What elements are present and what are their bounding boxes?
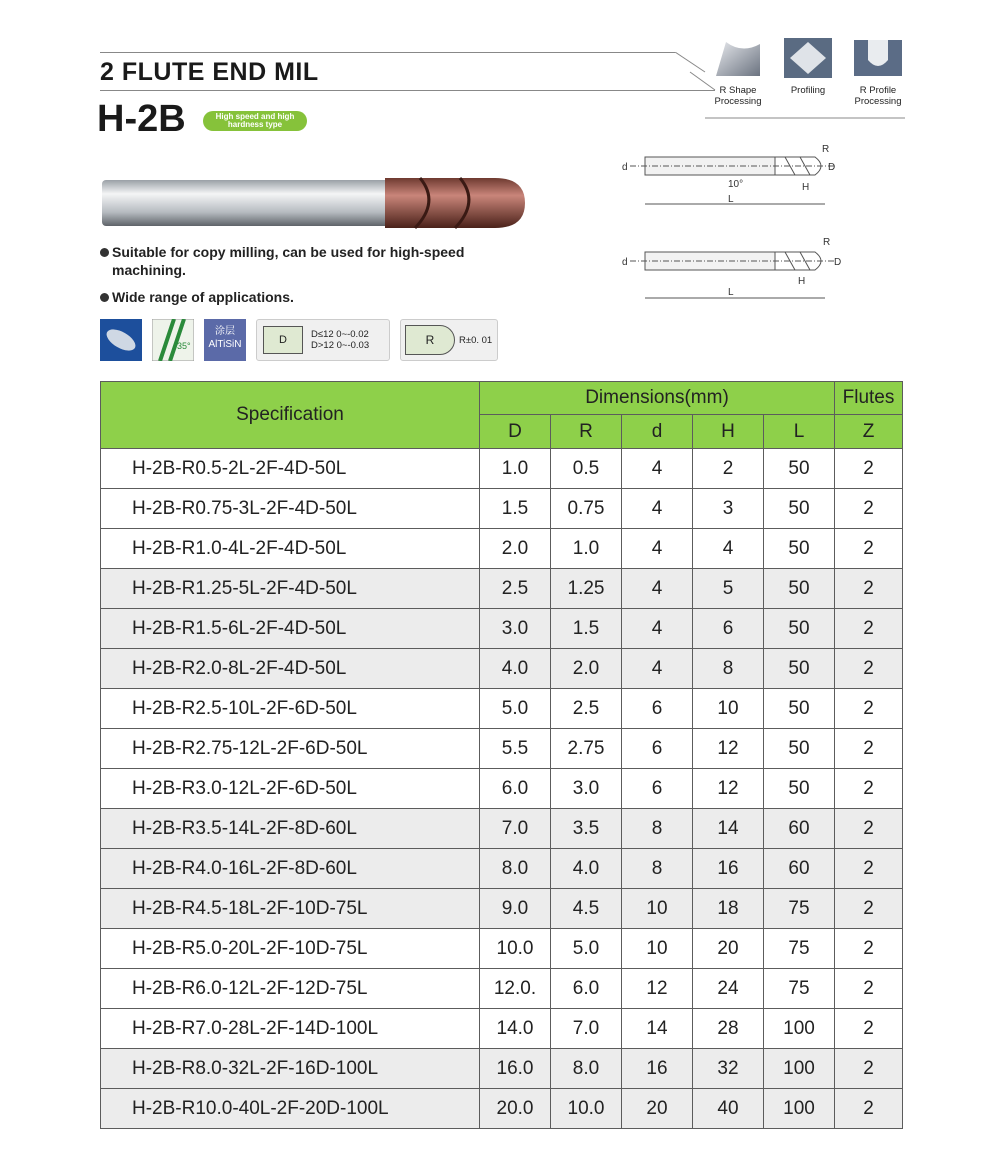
cell-D: 8.0 bbox=[480, 849, 551, 889]
cell-L: 75 bbox=[764, 969, 835, 1009]
svg-text:H: H bbox=[802, 182, 810, 193]
cell-spec: H-2B-R1.0-4L-2F-4D-50L bbox=[101, 529, 480, 569]
cell-H: 18 bbox=[693, 889, 764, 929]
cell-D: 12.0. bbox=[480, 969, 551, 1009]
cell-L: 100 bbox=[764, 1089, 835, 1129]
cell-spec: H-2B-R2.5-10L-2F-6D-50L bbox=[101, 689, 480, 729]
radius-tolerance-icon: R R±0. 01 bbox=[400, 319, 498, 361]
cell-spec: H-2B-R6.0-12L-2F-12D-75L bbox=[101, 969, 480, 1009]
cell-spec: H-2B-R4.0-16L-2F-8D-60L bbox=[101, 849, 480, 889]
cell-R: 1.25 bbox=[551, 569, 622, 609]
cell-d: 8 bbox=[622, 849, 693, 889]
end-mill-image bbox=[100, 172, 525, 234]
cell-D: 5.0 bbox=[480, 689, 551, 729]
cell-R: 0.75 bbox=[551, 489, 622, 529]
diagram-top bbox=[622, 144, 835, 205]
header-col-d: d bbox=[622, 415, 693, 449]
cell-H: 20 bbox=[693, 929, 764, 969]
svg-text:R: R bbox=[822, 144, 830, 155]
header-specification: Specification bbox=[101, 382, 480, 449]
table-row bbox=[101, 449, 903, 489]
cell-L: 60 bbox=[764, 849, 835, 889]
cell-R: 10.0 bbox=[551, 1089, 622, 1129]
cell-D: 4.0 bbox=[480, 649, 551, 689]
cell-L: 50 bbox=[764, 649, 835, 689]
table-row bbox=[101, 769, 903, 809]
header-rule-top bbox=[100, 52, 675, 53]
cell-spec: H-2B-R8.0-32L-2F-16D-100L bbox=[101, 1049, 480, 1089]
cell-L: 60 bbox=[764, 809, 835, 849]
cell-d: 14 bbox=[622, 1009, 693, 1049]
cell-spec: H-2B-R0.5-2L-2F-4D-50L bbox=[101, 449, 480, 489]
table-row bbox=[101, 529, 903, 569]
profiling-icon bbox=[782, 38, 834, 78]
cell-D: 20.0 bbox=[480, 1089, 551, 1129]
cell-L: 50 bbox=[764, 449, 835, 489]
table-row bbox=[101, 689, 903, 729]
cell-D: 9.0 bbox=[480, 889, 551, 929]
cell-H: 3 bbox=[693, 489, 764, 529]
cell-L: 75 bbox=[764, 889, 835, 929]
svg-text:L: L bbox=[728, 194, 734, 205]
cell-D: 6.0 bbox=[480, 769, 551, 809]
cell-D: 2.0 bbox=[480, 529, 551, 569]
type-badge: High speed and high hardness type bbox=[203, 111, 307, 131]
cell-L: 50 bbox=[764, 489, 835, 529]
cell-D: 14.0 bbox=[480, 1009, 551, 1049]
cell-H: 5 bbox=[693, 569, 764, 609]
diameter-tolerance-icon: D D≤12 0~-0.02 D>12 0~-0.03 bbox=[256, 319, 390, 361]
table-row bbox=[101, 489, 903, 529]
cell-R: 2.0 bbox=[551, 649, 622, 689]
diagram-bottom bbox=[622, 237, 841, 298]
cell-R: 1.5 bbox=[551, 609, 622, 649]
r-shape-icon bbox=[712, 38, 764, 78]
cell-L: 50 bbox=[764, 729, 835, 769]
cell-d: 6 bbox=[622, 769, 693, 809]
cell-Z: 2 bbox=[835, 529, 903, 569]
cell-H: 28 bbox=[693, 1009, 764, 1049]
cell-spec: H-2B-R4.5-18L-2F-10D-75L bbox=[101, 889, 480, 929]
header-dimensions: Dimensions(mm) bbox=[480, 382, 835, 415]
cell-R: 4.0 bbox=[551, 849, 622, 889]
cell-d: 10 bbox=[622, 929, 693, 969]
cell-R: 3.5 bbox=[551, 809, 622, 849]
cell-L: 50 bbox=[764, 769, 835, 809]
header-col-R: R bbox=[551, 415, 622, 449]
cell-L: 100 bbox=[764, 1009, 835, 1049]
cell-spec: H-2B-R2.75-12L-2F-6D-50L bbox=[101, 729, 480, 769]
cell-Z: 2 bbox=[835, 889, 903, 929]
cell-L: 50 bbox=[764, 689, 835, 729]
cell-d: 6 bbox=[622, 689, 693, 729]
cell-D: 3.0 bbox=[480, 609, 551, 649]
feature-bullets bbox=[100, 243, 510, 315]
cell-d: 4 bbox=[622, 489, 693, 529]
cell-H: 16 bbox=[693, 849, 764, 889]
svg-text:35°: 35° bbox=[177, 341, 191, 351]
cell-R: 7.0 bbox=[551, 1009, 622, 1049]
cell-H: 32 bbox=[693, 1049, 764, 1089]
svg-text:R: R bbox=[823, 237, 831, 248]
cell-d: 4 bbox=[622, 569, 693, 609]
cell-L: 50 bbox=[764, 569, 835, 609]
table-row bbox=[101, 649, 903, 689]
table-row bbox=[101, 929, 903, 969]
cell-Z: 2 bbox=[835, 689, 903, 729]
coating-icon: 涂层 AlTiSiN bbox=[204, 319, 246, 361]
cell-D: 5.5 bbox=[480, 729, 551, 769]
cell-Z: 2 bbox=[835, 449, 903, 489]
cell-D: 1.0 bbox=[480, 449, 551, 489]
feature-profiling: Profiling bbox=[780, 38, 836, 107]
header-rule-right bbox=[705, 112, 905, 120]
table-row bbox=[101, 889, 903, 929]
cell-spec: H-2B-R3.5-14L-2F-8D-60L bbox=[101, 809, 480, 849]
cell-R: 4.5 bbox=[551, 889, 622, 929]
cell-H: 6 bbox=[693, 609, 764, 649]
cell-spec: H-2B-R2.0-8L-2F-4D-50L bbox=[101, 649, 480, 689]
svg-text:D: D bbox=[834, 257, 842, 268]
feature-r-profile: R Profile Processing bbox=[850, 38, 906, 107]
cell-H: 12 bbox=[693, 729, 764, 769]
cell-spec: H-2B-R1.25-5L-2F-4D-50L bbox=[101, 569, 480, 609]
r-profile-icon bbox=[852, 38, 904, 78]
svg-text:d: d bbox=[622, 162, 628, 173]
cell-Z: 2 bbox=[835, 569, 903, 609]
cell-D: 16.0 bbox=[480, 1049, 551, 1089]
ball-nose-icon bbox=[100, 319, 142, 361]
bullet-item: Wide range of applications. bbox=[100, 288, 510, 306]
svg-text:10°: 10° bbox=[728, 179, 744, 190]
cell-H: 12 bbox=[693, 769, 764, 809]
cell-H: 10 bbox=[693, 689, 764, 729]
table-row bbox=[101, 729, 903, 769]
table-row bbox=[101, 849, 903, 889]
dimension-diagram bbox=[620, 140, 860, 310]
cell-Z: 2 bbox=[835, 1049, 903, 1089]
table-row bbox=[101, 1049, 903, 1089]
header-flutes: Flutes bbox=[835, 382, 903, 415]
cell-R: 8.0 bbox=[551, 1049, 622, 1089]
cell-Z: 2 bbox=[835, 969, 903, 1009]
table-row bbox=[101, 569, 903, 609]
cell-spec: H-2B-R0.75-3L-2F-4D-50L bbox=[101, 489, 480, 529]
cell-D: 10.0 bbox=[480, 929, 551, 969]
table-row bbox=[101, 809, 903, 849]
cell-H: 40 bbox=[693, 1089, 764, 1129]
svg-text:L: L bbox=[728, 287, 734, 298]
feature-icons bbox=[710, 38, 906, 107]
cell-Z: 2 bbox=[835, 809, 903, 849]
cell-d: 8 bbox=[622, 809, 693, 849]
table-row bbox=[101, 609, 903, 649]
cell-Z: 2 bbox=[835, 769, 903, 809]
cell-spec: H-2B-R3.0-12L-2F-6D-50L bbox=[101, 769, 480, 809]
cell-R: 6.0 bbox=[551, 969, 622, 1009]
cell-Z: 2 bbox=[835, 1089, 903, 1129]
cell-Z: 2 bbox=[835, 729, 903, 769]
cell-H: 24 bbox=[693, 969, 764, 1009]
feature-r-shape: R Shape Processing bbox=[710, 38, 766, 107]
cell-d: 4 bbox=[622, 529, 693, 569]
cell-H: 8 bbox=[693, 649, 764, 689]
cell-L: 100 bbox=[764, 1049, 835, 1089]
table-row bbox=[101, 1089, 903, 1129]
cell-spec: H-2B-R10.0-40L-2F-20D-100L bbox=[101, 1089, 480, 1129]
cell-Z: 2 bbox=[835, 609, 903, 649]
cell-d: 16 bbox=[622, 1049, 693, 1089]
page-title: 2 FLUTE END MIL bbox=[100, 58, 319, 86]
cell-L: 50 bbox=[764, 529, 835, 569]
cell-R: 3.0 bbox=[551, 769, 622, 809]
header-col-Z: Z bbox=[835, 415, 903, 449]
header-col-L: L bbox=[764, 415, 835, 449]
cell-spec: H-2B-R1.5-6L-2F-4D-50L bbox=[101, 609, 480, 649]
cell-Z: 2 bbox=[835, 929, 903, 969]
cell-H: 4 bbox=[693, 529, 764, 569]
cell-Z: 2 bbox=[835, 489, 903, 529]
header-col-H: H bbox=[693, 415, 764, 449]
svg-text:d: d bbox=[622, 257, 628, 268]
cell-R: 1.0 bbox=[551, 529, 622, 569]
cell-L: 75 bbox=[764, 929, 835, 969]
model-name: H-2B bbox=[97, 98, 186, 140]
cell-D: 7.0 bbox=[480, 809, 551, 849]
cell-Z: 2 bbox=[835, 649, 903, 689]
cell-R: 2.75 bbox=[551, 729, 622, 769]
cell-R: 0.5 bbox=[551, 449, 622, 489]
table-row bbox=[101, 1009, 903, 1049]
cell-d: 6 bbox=[622, 729, 693, 769]
cell-D: 2.5 bbox=[480, 569, 551, 609]
cell-H: 2 bbox=[693, 449, 764, 489]
cell-D: 1.5 bbox=[480, 489, 551, 529]
cell-d: 4 bbox=[622, 609, 693, 649]
bullet-item: Suitable for copy milling, can be used for high-speed machining. bbox=[100, 243, 510, 279]
cell-L: 50 bbox=[764, 609, 835, 649]
spec-table bbox=[100, 381, 903, 1129]
table-row bbox=[101, 969, 903, 1009]
cell-H: 14 bbox=[693, 809, 764, 849]
cell-d: 4 bbox=[622, 649, 693, 689]
cell-R: 5.0 bbox=[551, 929, 622, 969]
svg-text:D: D bbox=[828, 162, 836, 173]
spec-icons bbox=[100, 319, 498, 361]
cell-Z: 2 bbox=[835, 849, 903, 889]
cell-spec: H-2B-R5.0-20L-2F-10D-75L bbox=[101, 929, 480, 969]
helix-angle-icon bbox=[152, 319, 194, 361]
svg-text:H: H bbox=[798, 276, 806, 287]
cell-spec: H-2B-R7.0-28L-2F-14D-100L bbox=[101, 1009, 480, 1049]
header-col-D: D bbox=[480, 415, 551, 449]
cell-d: 20 bbox=[622, 1089, 693, 1129]
cell-Z: 2 bbox=[835, 1009, 903, 1049]
cell-d: 10 bbox=[622, 889, 693, 929]
header-rule-bottom bbox=[100, 90, 715, 91]
cell-d: 4 bbox=[622, 449, 693, 489]
cell-R: 2.5 bbox=[551, 689, 622, 729]
cell-d: 12 bbox=[622, 969, 693, 1009]
